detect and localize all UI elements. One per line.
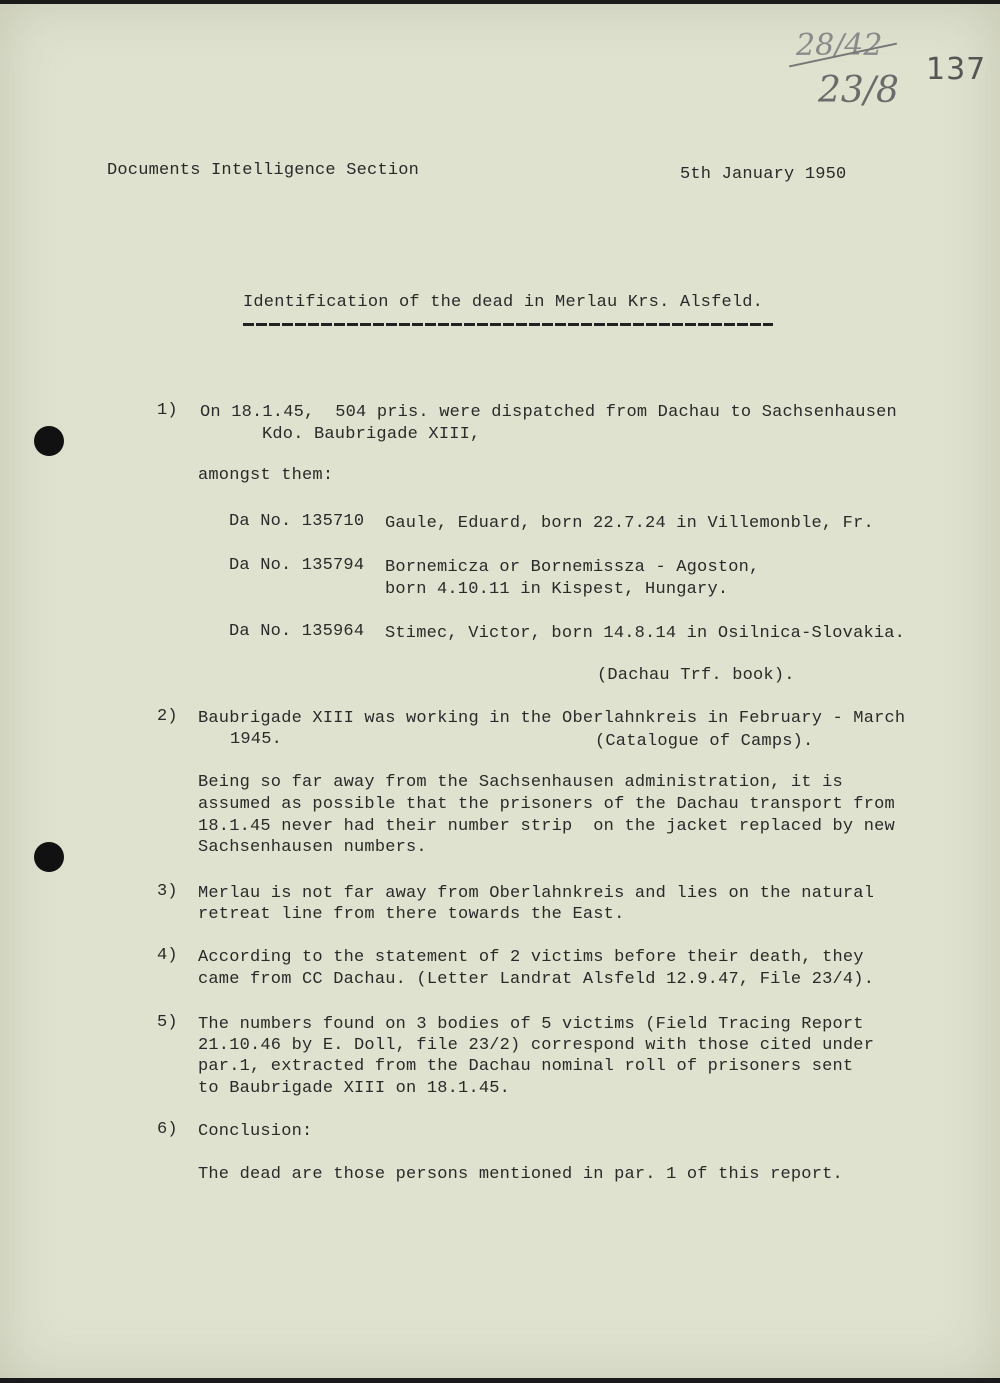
- item-2-year: 1945.: [230, 730, 283, 749]
- scan-top-edge: [0, 0, 1000, 4]
- item-4-number: 4): [157, 946, 178, 965]
- handwritten-ref-struck: 28/42: [796, 28, 883, 63]
- entry-2-da-number: Da No. 135794: [229, 556, 365, 575]
- handwritten-ref: 23/8: [818, 70, 899, 111]
- item-3-line-1: Merlau is not far away from Oberlahnkreis and lies on the natural: [198, 884, 875, 903]
- document-date: 5th January 1950: [680, 165, 847, 184]
- item-4-line-1: According to the statement of 2 victims before their death, they: [198, 948, 864, 967]
- item-1-source: (Dachau Trf. book).: [597, 666, 795, 685]
- item-5-line-1: The numbers found on 3 bodies of 5 victims (Field Tracing Report: [198, 1015, 864, 1034]
- punch-hole-upper: [34, 426, 64, 456]
- entry-1-details: Gaule, Eduard, born 22.7.24 in Villemonble, Fr.: [385, 514, 874, 533]
- conclusion-text: The dead are those persons mentioned in par. 1 of this report.: [198, 1165, 843, 1184]
- item-1-number: 1): [157, 401, 178, 420]
- item-2-line-1: Baubrigade XIII was working in the Oberlahnkreis in February - March: [198, 709, 906, 728]
- item-1-amongst: amongst them:: [198, 466, 334, 485]
- item-5-line-2: 21.10.46 by E. Doll, file 23/2) correspond with those cited under: [198, 1036, 875, 1055]
- item-1-line-2: Kdo. Baubrigade XIII,: [262, 425, 481, 444]
- item-5-line-3: par.1, extracted from the Dachau nominal roll of prisoners sent: [198, 1057, 854, 1076]
- item-5-line-4: to Baubrigade XIII on 18.1.45.: [198, 1079, 511, 1098]
- item-2-para-line-4: Sachsenhausen numbers.: [198, 838, 427, 857]
- section-name: Documents Intelligence Section: [107, 161, 420, 180]
- entry-3-da-number: Da No. 135964: [229, 622, 365, 641]
- item-4-line-2: came from CC Dachau. (Letter Landrat Alsfeld 12.9.47, File 23/4).: [198, 970, 875, 989]
- item-2-source: (Catalogue of Camps).: [595, 732, 814, 751]
- item-5-number: 5): [157, 1013, 178, 1032]
- punch-hole-lower: [34, 842, 64, 872]
- page-number: 137: [926, 52, 987, 87]
- scan-bottom-edge: [0, 1378, 1000, 1383]
- item-3-number: 3): [157, 882, 178, 901]
- item-2-para-line-2: assumed as possible that the prisoners of the Dachau transport from: [198, 795, 895, 814]
- item-3-line-2: retreat line from there towards the East.: [198, 905, 625, 924]
- item-6-number: 6): [157, 1120, 178, 1139]
- entry-2-details-line-1: Bornemicza or Bornemissza - Agoston,: [385, 558, 760, 577]
- item-6-heading: Conclusion:: [198, 1122, 313, 1141]
- item-2-para-line-1: Being so far away from the Sachsenhausen administration, it is: [198, 773, 843, 792]
- item-2-number: 2): [157, 707, 178, 726]
- entry-2-details-line-2: born 4.10.11 in Kispest, Hungary.: [385, 580, 729, 599]
- item-2-para-line-3: 18.1.45 never had their number strip on the jacket replaced by new: [198, 817, 895, 836]
- entry-1-da-number: Da No. 135710: [229, 512, 365, 531]
- item-1-line-1: On 18.1.45, 504 pris. were dispatched from Dachau to Sachsenhausen: [200, 403, 897, 422]
- document-title: Identification of the dead in Merlau Krs. Alsfeld.: [243, 293, 764, 312]
- entry-3-details: Stimec, Victor, born 14.8.14 in Osilnica-Slovakia.: [385, 624, 906, 643]
- title-underline: [243, 323, 773, 326]
